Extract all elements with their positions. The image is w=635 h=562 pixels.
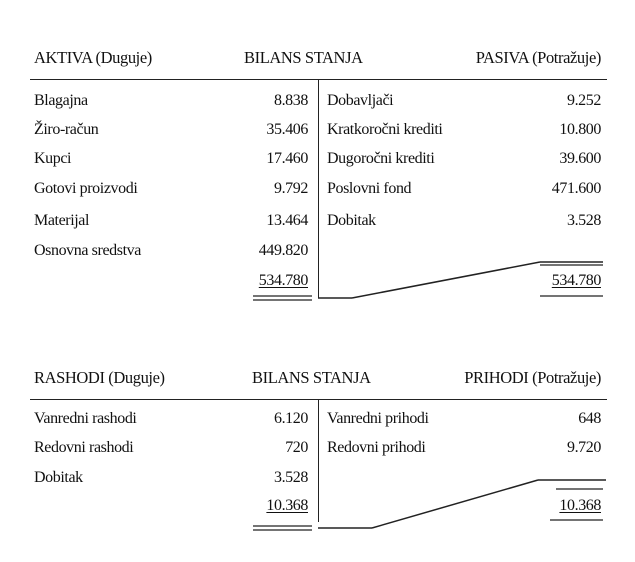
income-left-label: Vanredni rashodi bbox=[34, 410, 137, 427]
income-right-total: 10.368 bbox=[559, 497, 601, 514]
income-header-left: RASHODI (Duguje) bbox=[34, 368, 165, 387]
balance-left-label: Blagajna bbox=[34, 92, 88, 109]
balance-right-value: 39.600 bbox=[559, 150, 601, 167]
balance-left-label: Žiro-račun bbox=[34, 121, 99, 138]
balance-left-value: 13.464 bbox=[266, 212, 308, 229]
income-left-label: Dobitak bbox=[34, 469, 83, 486]
income-left-value: 720 bbox=[285, 439, 308, 456]
income-right-label: Vanredni prihodi bbox=[327, 410, 429, 427]
balance-header-center: BILANS STANJA bbox=[244, 48, 363, 67]
balance-left-total: 534.780 bbox=[258, 272, 308, 289]
balance-right-label: Poslovni fond bbox=[327, 180, 412, 197]
income-header-right: PRIHODI (Potražuje) bbox=[464, 368, 601, 387]
income-right-value: 9.720 bbox=[566, 439, 601, 456]
balance-right-label: Dobitak bbox=[327, 212, 376, 229]
balance-right-total: 534.780 bbox=[551, 272, 601, 289]
balance-right-value: 10.800 bbox=[559, 121, 601, 138]
balance-left-label: Gotovi proizvodi bbox=[34, 180, 138, 197]
income-header-center: BILANS STANJA bbox=[252, 368, 371, 387]
balance-right-value: 471.600 bbox=[551, 180, 601, 197]
income-left-label: Redovni rashodi bbox=[34, 439, 134, 456]
balance-left-value: 449.820 bbox=[258, 242, 308, 259]
balance-right-value: 9.252 bbox=[566, 92, 601, 109]
income-right-label: Redovni prihodi bbox=[327, 439, 426, 456]
balance-left-value: 8.838 bbox=[273, 92, 308, 109]
balance-left-label: Osnovna sredstva bbox=[34, 242, 141, 259]
balance-header-right: PASIVA (Potražuje) bbox=[475, 48, 601, 67]
income-left-value: 6.120 bbox=[273, 410, 308, 427]
balance-left-value: 17.460 bbox=[266, 150, 308, 167]
balance-right-value: 3.528 bbox=[566, 212, 601, 229]
balance-left-label: Materijal bbox=[34, 212, 90, 229]
balance-left-value: 35.406 bbox=[266, 121, 308, 138]
balance-left-label: Kupci bbox=[34, 150, 72, 167]
balance-header-left: AKTIVA (Duguje) bbox=[34, 48, 152, 67]
balance-left-value: 9.792 bbox=[273, 180, 308, 197]
income-left-value: 3.528 bbox=[273, 469, 308, 486]
income-right-value: 648 bbox=[578, 410, 601, 427]
balance-right-label: Dobavljači bbox=[327, 92, 394, 109]
balance-right-label: Kratkoročni krediti bbox=[327, 121, 443, 138]
balance-right-label: Dugoročni krediti bbox=[327, 150, 435, 167]
income-left-total: 10.368 bbox=[266, 497, 308, 514]
